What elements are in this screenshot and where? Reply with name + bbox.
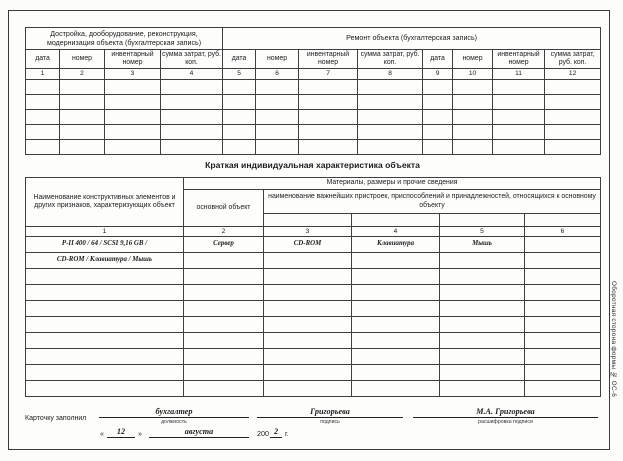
empty-cell (264, 365, 352, 381)
main-object-cell: Сервер (184, 237, 264, 253)
empty-cell (26, 333, 184, 349)
empty-cell (184, 381, 264, 397)
empty-cell (453, 110, 493, 125)
empty-cell (493, 95, 545, 110)
empty-cell (493, 140, 545, 155)
col-header: инвентарный номер (493, 50, 545, 69)
empty-cell (352, 285, 440, 301)
empty-cell (26, 125, 60, 140)
empty-row (26, 95, 601, 110)
empty-cell (105, 80, 161, 95)
col-number: 2 (184, 227, 264, 237)
accessory-name-cell (264, 214, 352, 227)
empty-cell (161, 95, 223, 110)
date-year: 2 (270, 427, 282, 438)
empty-cell (256, 140, 299, 155)
characteristics-row (26, 237, 601, 253)
main-object-header: основной объект (184, 190, 264, 227)
empty-cell (358, 125, 423, 140)
col-number: 8 (358, 69, 423, 80)
empty-row (26, 110, 601, 125)
empty-cell (60, 140, 105, 155)
empty-cell (525, 381, 601, 397)
accessory-cell: CD-ROM (264, 237, 352, 253)
col-number: 4 (161, 69, 223, 80)
empty-cell (26, 110, 60, 125)
empty-cell (184, 285, 264, 301)
empty-cell (423, 125, 453, 140)
empty-cell (264, 333, 352, 349)
spec-cell: CD-ROM / Клавиатура / Мышь (26, 253, 184, 269)
col-header: номер (453, 50, 493, 69)
empty-cell (440, 349, 525, 365)
accessory-cell (440, 253, 525, 269)
empty-cell (440, 317, 525, 333)
col-number: 9 (423, 69, 453, 80)
col-number: 12 (545, 69, 601, 80)
empty-cell (264, 349, 352, 365)
empty-cell (545, 95, 601, 110)
empty-cell (423, 110, 453, 125)
empty-cell (161, 140, 223, 155)
col-number: 6 (525, 227, 601, 237)
empty-cell (440, 365, 525, 381)
empty-row (26, 269, 601, 285)
empty-cell (105, 140, 161, 155)
signature-field (257, 407, 403, 425)
close-quote: » (138, 429, 142, 438)
empty-cell (256, 95, 299, 110)
empty-cell (256, 80, 299, 95)
date-year-label: г. (285, 429, 289, 438)
col-number: 7 (299, 69, 358, 80)
empty-cell (440, 381, 525, 397)
empty-cell (26, 95, 60, 110)
date-day: 12 (107, 427, 135, 438)
col-number: 1 (26, 227, 184, 237)
empty-cell (352, 349, 440, 365)
filled-by-line (25, 407, 600, 425)
empty-cell (525, 365, 601, 381)
empty-cell (184, 349, 264, 365)
reconstruction-empty-rows (26, 80, 601, 155)
accessory-cell (352, 253, 440, 269)
empty-cell (358, 110, 423, 125)
empty-cell (423, 80, 453, 95)
empty-cell (358, 95, 423, 110)
empty-cell (352, 317, 440, 333)
empty-cell (26, 349, 184, 365)
empty-cell (264, 269, 352, 285)
col-number: 3 (264, 227, 352, 237)
accessory-cell (525, 237, 601, 253)
col-header: номер (256, 50, 299, 69)
col-header: дата (223, 50, 256, 69)
empty-cell (525, 285, 601, 301)
empty-cell (184, 333, 264, 349)
empty-cell (453, 80, 493, 95)
accessory-cell: Мышь (440, 237, 525, 253)
empty-cell (358, 80, 423, 95)
date-line (97, 427, 289, 438)
repair-title: Ремонт объекта (бухгалтерская запись) (223, 28, 601, 50)
empty-row (26, 125, 601, 140)
empty-cell (223, 95, 256, 110)
empty-cell (264, 381, 352, 397)
col-number: 3 (105, 69, 161, 80)
empty-cell (493, 110, 545, 125)
characteristics-row (26, 253, 601, 269)
position-value: бухгалтер (99, 407, 249, 418)
materials-header: Материалы, размеры и прочие сведения (184, 178, 601, 190)
col-number: 10 (453, 69, 493, 80)
empty-cell (352, 381, 440, 397)
empty-cell (299, 140, 358, 155)
empty-cell (525, 269, 601, 285)
empty-cell (525, 301, 601, 317)
empty-cell (26, 301, 184, 317)
empty-cell (352, 269, 440, 285)
empty-cell (525, 349, 601, 365)
col-number: 1 (26, 69, 60, 80)
empty-cell (299, 95, 358, 110)
empty-cell (545, 140, 601, 155)
empty-row (26, 80, 601, 95)
col-number: 6 (256, 69, 299, 80)
empty-row (26, 381, 601, 397)
empty-cell (299, 110, 358, 125)
empty-cell (60, 95, 105, 110)
empty-cell (545, 110, 601, 125)
accessory-cell (525, 253, 601, 269)
empty-row (26, 285, 601, 301)
col-header: дата (26, 50, 60, 69)
empty-cell (223, 140, 256, 155)
col-number: 11 (493, 69, 545, 80)
col-header: инвентарный номер (299, 50, 358, 69)
date-month: августа (149, 427, 249, 438)
empty-cell (26, 381, 184, 397)
col-number: 2 (60, 69, 105, 80)
empty-cell (264, 317, 352, 333)
empty-cell (161, 125, 223, 140)
empty-cell (223, 80, 256, 95)
characteristics-empty-rows (26, 269, 601, 397)
empty-cell (26, 269, 184, 285)
empty-cell (299, 80, 358, 95)
empty-cell (440, 333, 525, 349)
signature-transcript-caption: расшифровка подписи (478, 419, 533, 425)
reconstruction-repair-table (25, 27, 601, 155)
empty-cell (440, 285, 525, 301)
empty-cell (525, 333, 601, 349)
characteristics-table (25, 177, 601, 397)
spec-cell: Р-II 400 / 64 / SCSI 9,16 GB / (26, 237, 184, 253)
col-number: 4 (352, 227, 440, 237)
accessory-cell: Клавиатура (352, 237, 440, 253)
empty-cell (26, 317, 184, 333)
empty-cell (453, 140, 493, 155)
empty-cell (184, 317, 264, 333)
empty-row (26, 333, 601, 349)
empty-cell (184, 365, 264, 381)
col-number: 5 (223, 69, 256, 80)
col-header: номер (60, 50, 105, 69)
accessories-header: наименование важнейших пристроек, приспособлений и принадлежностей, относящихся к основному объекту (264, 190, 601, 214)
reconstruction-title: Достройка, дооборудование, реконструкция, модернизация объекта (бухгалтерская запись) (26, 28, 223, 50)
open-quote: « (100, 429, 104, 438)
col-header: дата (423, 50, 453, 69)
characteristics-title: Краткая индивидуальная характеристика объекта (205, 160, 420, 170)
col-header: инвентарный номер (105, 50, 161, 69)
empty-cell (352, 333, 440, 349)
empty-cell (256, 125, 299, 140)
empty-cell (352, 365, 440, 381)
empty-cell (358, 140, 423, 155)
empty-cell (105, 125, 161, 140)
empty-cell (352, 301, 440, 317)
date-century: 200 (257, 429, 269, 438)
empty-cell (545, 125, 601, 140)
empty-cell (423, 140, 453, 155)
empty-row (26, 349, 601, 365)
empty-cell (299, 125, 358, 140)
accessory-name-cell (352, 214, 440, 227)
empty-cell (105, 110, 161, 125)
empty-cell (264, 301, 352, 317)
empty-cell (453, 95, 493, 110)
col-header: сумма затрат, руб. коп. (545, 50, 601, 69)
empty-cell (223, 110, 256, 125)
empty-cell (184, 269, 264, 285)
signature-transcript-value: М.А. Григорьева (413, 407, 598, 418)
position-caption: должность (161, 419, 187, 425)
empty-cell (26, 285, 184, 301)
col-header: сумма затрат, руб. коп. (161, 50, 223, 69)
signature-transcript-field (413, 407, 598, 425)
empty-row (26, 365, 601, 381)
accessory-name-cell (440, 214, 525, 227)
empty-cell (161, 80, 223, 95)
signature-value: Григорьева (257, 407, 403, 418)
empty-cell (493, 80, 545, 95)
empty-cell (545, 80, 601, 95)
empty-cell (60, 125, 105, 140)
filled-by-label: Карточку заполнил (25, 415, 87, 422)
empty-cell (105, 95, 161, 110)
empty-cell (264, 285, 352, 301)
col-number: 5 (440, 227, 525, 237)
position-field (99, 407, 249, 425)
empty-cell (453, 125, 493, 140)
empty-cell (26, 80, 60, 95)
empty-cell (493, 125, 545, 140)
empty-cell (60, 80, 105, 95)
empty-cell (256, 110, 299, 125)
empty-cell (26, 365, 184, 381)
name-column-header: Наименование конструктивных элементов и других признаков, характеризующих объект (26, 178, 184, 227)
empty-cell (525, 317, 601, 333)
empty-cell (440, 269, 525, 285)
empty-cell (423, 95, 453, 110)
empty-row (26, 301, 601, 317)
accessory-name-cell (525, 214, 601, 227)
empty-cell (60, 110, 105, 125)
form-side-note: Оборотная сторона формы № ОС-6 (610, 281, 617, 398)
col-header: сумма затрат, руб. коп. (358, 50, 423, 69)
empty-cell (440, 301, 525, 317)
empty-cell (223, 125, 256, 140)
empty-cell (184, 301, 264, 317)
empty-cell (161, 110, 223, 125)
signature-caption: подпись (320, 419, 340, 425)
accessory-cell (264, 253, 352, 269)
main-object-cell (184, 253, 264, 269)
empty-row (26, 140, 601, 155)
empty-cell (26, 140, 60, 155)
empty-row (26, 317, 601, 333)
